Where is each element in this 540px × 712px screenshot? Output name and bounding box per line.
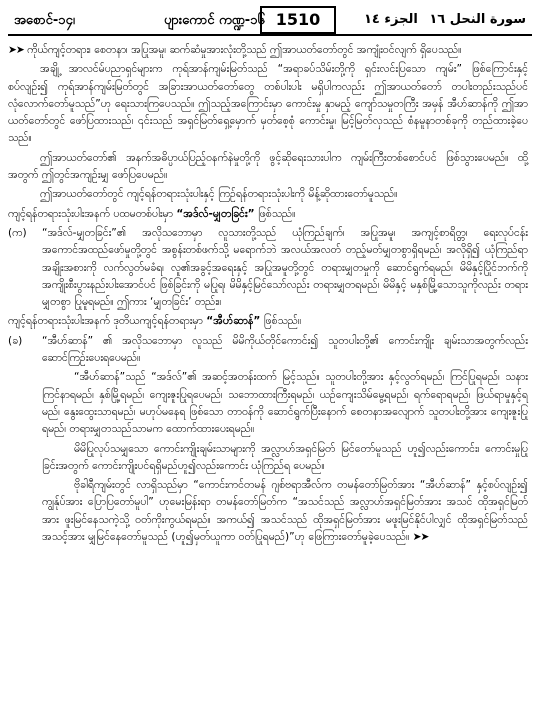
arrow-marker: ➤➤: [412, 531, 429, 544]
term-adl: “အဒ်လ်-မျှတခြင်း”: [176, 207, 255, 220]
item-marker: (က): [8, 226, 27, 239]
text-run: ကျင့်ရန်တရားသုံးပါးအနက် ပထမတစ်ပါးမှာ: [8, 207, 177, 220]
item-text: မိမိပြုလုပ်သမျှသော ကောင်းကျိုးချမ်းသာများကို အလ္လာဟ်အရှင်မြတ် မြင်တော်မူသည် ဟူ၍လည်းကောင်း၊ ကောင်းမှုပြုခြင်းအတွက် ကောင်းကျိုးပင်ရရှိမည်ဟူ၍လည်းကောင်း ယုံကြည်ရ ပေမည်။: [42, 442, 528, 472]
header-juz: الجزء ١٤: [364, 12, 418, 27]
paragraph-2: အချို့ အာလင်မ်ပညာရှင်များက ကုရ်အာန်ကျမ်းမြတ်သည် “အရာခပ်သိမ်းတို့ကို ရှင်းလင်းပြသော ကျမ်း” ဖြစ်ကြောင်းနှင့်စပ်လျဉ်း၍ ကုရ်အာန်ကျမ်းမြတ်တွင် အခြားအာယတ်တော်တွေ တစ်ပါးပါး မရှိပါကလည်း ဤအာယတ်တော် တပါးတည်းသည်ပင် လုံလောက်တော်မူသည်”ဟု ရေးသားကြပေသည်။ ဤသည့်အကြောင်းမှာ ကောင်းမှု နှာမည့် ကျော်သမှုတကြီး အမှန် အီဟ်ဆာန်ကို ဤအာယတ်တော်တွင် ဖော်ပြထားသည်၊ ၎င်းသည် အရှင်မြတ်ရှေ့မှောက် မှတ်စေ့စုံ ကောင်းမှု၊ မြင့်မြတ်လှသည် စံနမူနာတစ်ခုကို တည်ထားခဲ့ပေသည်။: [8, 63, 528, 145]
page-number: 1510: [260, 6, 336, 34]
header-surah: سورة النحل ١٦: [429, 12, 526, 27]
item-text: “အီဟ်ဆာန်”သည် “အဒ်လ်”၏ အဆင့်အတန်းထက် မြင့်သည်။ သူတပါးတို့အား နှင့်လွတ်ရမည်၊ ကြင်ပြုရမည်၊ သနားကြင်နာရမည်၊ နှစ်မြို့ရမည်၊ ကျေးဇူးပြုရပေမည်၊ သဘောထားကြီးရမည်၊ ယဉ်ကျေးသိမ်မွေ့ရမည်၊ ရက်ရောရမည်၊ ဖြယ်ရာမှုနှင့်ရမည်၊ နွေးထွေးသာရမည်၊ မဟုပ်မနေရ ဖြစ်သော တာဝန်ကို ဆောင်ရွက်ပြီးနောက် စေတနာအလျောက် သူတပါးတို့အား ကျေးဇူးပြုရမည်၊ တရားမျှတသည်သာမက ထောက်ထားပေးရမည်။: [42, 371, 528, 436]
paragraph-6: [8, 313, 528, 330]
paragraph-1: [8, 42, 528, 59]
text-run: ဗိုခါရီကျမ်းတွင် လာရှိသည်မှာ “ကောင်းကင်တမန် ဂျစ်ဗရာအီလ်က တမန်တော်မြတ်အား “အီဟ်ဆာန်” နှင့်စပ်လျဉ်း၍ ကျွန်ုပ်အား ပြောပြတော်မူပါ” ဟုမေးမြန်းရာ တမန်တော်မြတ်က “အသင်သည် အလ္လာဟ်အရှင်မြတ်အား အသင် ထိုအရှင်မြတ်အား ဖူးမြင်နေသကဲ့သို့ ဝတ်ကိုးကွယ်ရမည်။ အကယ်၍ အသင်သည် ထိုအရှင်မြတ်အား မဖူးမြင်နိုင်ပါလျှင် ထိုအရှင်မြတ်သည် အသင့်အား မျှမြင်နေတော်မူသည် (ဟူ၍မှတ်ယူကာ ဝတ်ပြုရမည်)”ဟု ဖြေကြားတော်မူခဲ့ပေသည်။: [42, 479, 528, 544]
term-ihsan: “အီဟ်ဆာန်”: [206, 315, 261, 328]
header-issue: အစောင်-၁၄၊: [14, 13, 75, 28]
page-header: [8, 6, 532, 36]
paragraph-3: ဤအာယတ်တော်၏ အနက်အဓိပ္ပာယ်ပြည့်ဝနက်နဲမှုတို့ကို ဖွင့်ဆိုရေးသားပါက ကျမ်းကြီးတစ်စောင်ပင် ဖြစ်သွားပေမည်။ ထို့အတွက် ဤတွင်အကျဉ်းမျှ ဖော်ပြပေမည်။: [8, 151, 529, 182]
text-run: ဖြစ်သည်။: [254, 207, 296, 220]
item-kha: [8, 333, 528, 549]
paragraph-text: ကိုယ်ကျင့်တရား၊ စေတနာ၊ အပြုအမူ၊ ဆက်ဆံမှုအားလုံးတို့သည် ဤအာယတ်တော်တွင် အကျုံးဝင်လျက် ရှိပေသည်။: [27, 44, 462, 56]
text-run: ဖြစ်သည်။: [260, 315, 302, 328]
item-marker: (ခ): [8, 334, 23, 347]
item-ka: [8, 225, 528, 313]
arrow-marker: ➤➤: [8, 44, 24, 56]
item-text: “အဒ်လ်-မျှတခြင်း”၏ အလိုသဘောမှာ လူသားတို့သည် ယုံကြည်ချက်၊ အပြုအမူ၊ အကျင့်စာရိတ္တ၊ ရေးလုပ်ငန်းအကောင်အထည်ဖော်မှုတို့တွင် အစွန်းတစ်ဖက်သို့ မရောက်ဘဲ အလယ်အလတ် တည့်မတ်မျှတစွာရှိရမည်၊ အလိုရှိ၍ ယုံကြည်ရာ အချိုးအစားကို လက်လွတ်မခံရ၊ လူ၏အခွင့်အရေးနှင့် အပြုအမူတို့တွင် တရားမျှတမှုကို ဆောင်ရွက်ရမည်၊ မိမိနှင့်ပြိုင်ဘက်ကို အကျိုးစီးပွားနည်းပါးအောင်ပင် ဖြစ်ခြင်းကို မပြုရ၊ မိမိနှင့်မြင်သော်လည်း တရားမျှတရမည်၊ မိမိနှင့် မနှစ်မြို့သောသူကိုလည်း တရားမျှတစွာ ပြုမူရမည်။ ဤကား ‘မျှတခြင်း’ တည်း။: [42, 226, 528, 309]
text-run: ကျင့်ရန်တရားသုံးပါးအနက် ဒုတိယကျင့်ရန်တရားမှာ: [8, 315, 207, 328]
paragraph-5: [8, 206, 528, 223]
paragraph-4: ဤအာယတ်တော်တွင် ကျင့်ရန်တရားသုံးပါးနှင့် ကြဉ်ရန်တရားသုံးပါးကို မိန့်ဆိုထားတော်မူသည်။: [40, 188, 398, 201]
page-body: [8, 42, 528, 548]
header-section: ပျားကောင် ကဏ္ဍ-၁၆: [164, 13, 265, 28]
item-text: [42, 477, 528, 546]
item-text: “အီဟ်ဆာန်” ၏ အလိုသဘောမှာ လူသည် မိမိကိုယ်တိုင်ကောင်း၍ သူတပါးတို့၏ ကောင်းကျိုး ချမ်းသာအတွက်လည်း ဆောင်ကြဉ်းပေးရပေမည်။: [42, 334, 528, 365]
